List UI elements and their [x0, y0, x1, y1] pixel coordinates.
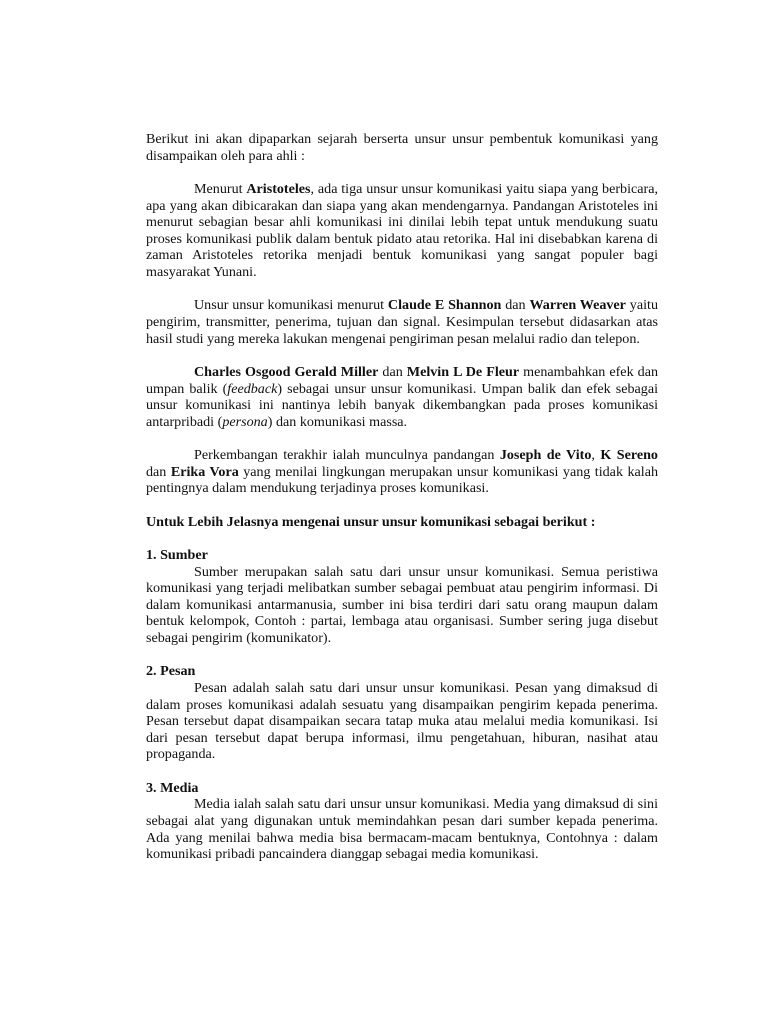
- section-sumber: [146, 547, 658, 647]
- name-erika-vora: Erika Vora: [170, 463, 239, 480]
- section-media: [146, 780, 658, 863]
- document-page: [146, 131, 658, 880]
- aristoteles-paragraph: Menurut Aristoteles, ada tiga unsur unsur komunikasi yaitu siapa yang berbicara, apa yang akan dibicarakan dan siapa yang akan mendengarnya. Pandangan Aristoteles ini menurut sebagian besar ahli komunikasi ini dinilai lebih tepat untuk mendukung suatu proses komunikasi publik dalam bentuk pidato atau retorika. Hal ini disebabkan karena di zaman Aristoteles retorika menjadi bentuk komunikasi yang sangat populer bagi masyarakat Yunani.: [146, 180, 658, 280]
- section-body: Pesan adalah salah satu dari unsur unsur komunikasi. Pesan yang dimaksud di dalam proses komunikasi adalah sesuatu yang disampaikan pengirim kepada penerima. Pesan tersebut dapat disampaikan secara tatap muka atau melalui media komunikasi. Isi dari pesan tersebut dapat berupa informasi, ilmu pengetahuan, hiburan, nasihat atau propaganda.: [146, 680, 658, 763]
- section-pesan: [146, 663, 658, 763]
- name-melvin-l-de-fleur: Melvin L De Fleur: [406, 363, 520, 380]
- name-claude-e-shannon: Claude E Shannon: [387, 297, 502, 314]
- intro-paragraph: Berikut ini akan dipaparkan sejarah berserta unsur unsur pembentuk komunikasi yang disampaikan oleh para ahli :: [146, 131, 658, 164]
- lead-heading: Untuk Lebih Jelasnya mengenai unsur unsur komunikasi sebagai berikut :: [146, 513, 596, 530]
- section-body: Media ialah salah satu dari unsur unsur komunikasi. Media yang dimaksud di sini sebagai alat yang digunakan untuk memindahkan pesan dari sumber kepada penerima. Ada yang menilai bahwa media bisa bermacam-macam bentuknya, Contohnya : dalam komunikasi pribadi pancaindera dianggap sebagai media komunikasi.: [146, 796, 658, 863]
- name-k-sereno: K Sereno: [600, 447, 658, 464]
- term-feedback: feedback: [227, 380, 278, 397]
- shannon-weaver-paragraph: Unsur unsur komunikasi menurut Claude E Shannon dan Warren Weaver yaitu pengirim, transmitter, penerima, tujuan dan signal. Kesimpulan tersebut didasarkan atas hasil studi yang mereka lakukan mengenai pengiriman pesan melalui radio dan telepon.: [146, 297, 658, 347]
- section-body: Sumber merupakan salah satu dari unsur unsur komunikasi. Semua peristiwa komunikasi yang terjadi melibatkan sumber sebagai pembuat atau pengirim informasi. Di dalam komunikasi antarmanusia, sumber ini bisa terdiri dari satu orang maupun dalam bentuk kelompok, Contoh : partai, lembaga atau organisasi. Sumber sering juga disebut sebagai pengirim (komunikator).: [146, 563, 658, 647]
- osgood-defleur-paragraph: Charles Osgood Gerald Miller dan Melvin L De Fleur menambahkan efek dan umpan balik (feedback) sebagai unsur unsur komunikasi. Umpan balik dan efek sebagai unsur komunikasi ini nantinya lebih banyak dikembangkan pada proses komunikasi antarpribadi (persona) dan komunikasi massa.: [146, 363, 658, 430]
- name-aristoteles: Aristoteles: [246, 180, 311, 197]
- name-charles-osgood-gerald-miller: Charles Osgood Gerald Miller: [194, 363, 379, 380]
- section-heading: 2. Pesan: [146, 663, 196, 680]
- section-heading: 1. Sumber: [146, 547, 208, 564]
- name-joseph-de-vito: Joseph de Vito: [499, 447, 592, 464]
- devito-paragraph: Perkembangan terakhir ialah munculnya pandangan Joseph de Vito, K Sereno dan Erika Vora yang menilai lingkungan merupakan unsur komunikasi yang tidak kalah pentingnya dalam mendukung terjadinya proses komunikasi.: [146, 447, 658, 497]
- name-warren-weaver: Warren Weaver: [529, 297, 626, 314]
- section-heading: 3. Media: [146, 779, 199, 796]
- term-persona: persona: [222, 413, 268, 430]
